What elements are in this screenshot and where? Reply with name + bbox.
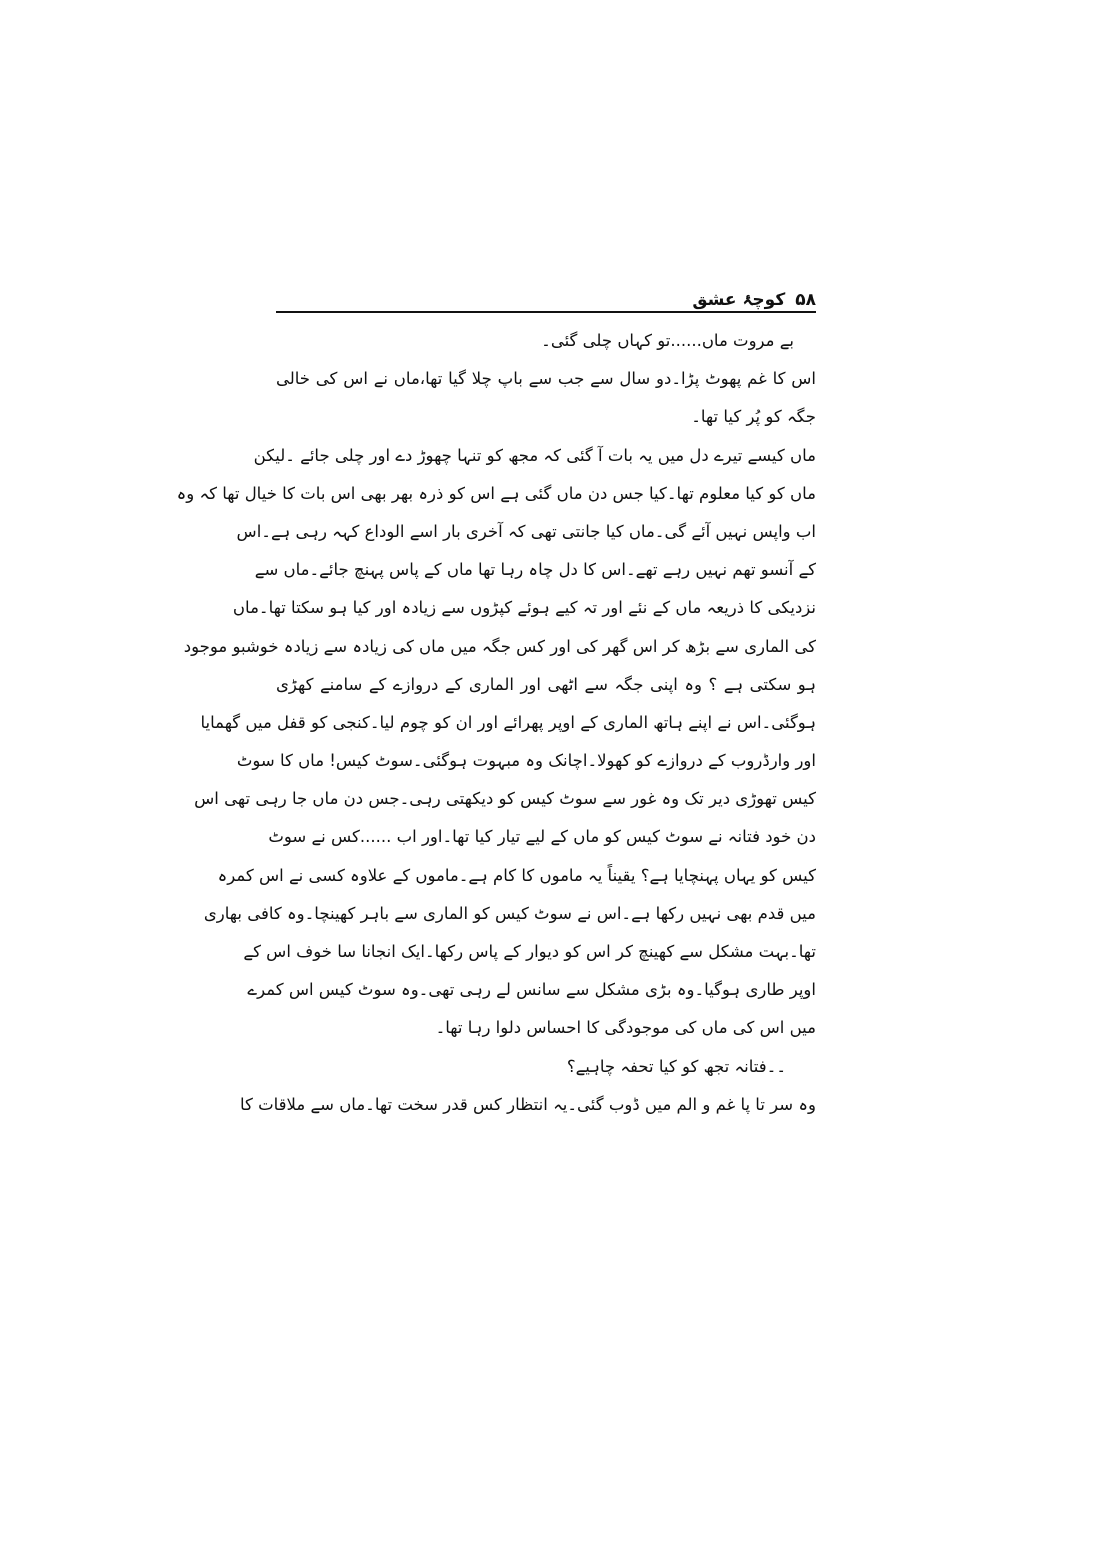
text-line: اور وارڈروب کے دروازے کو کھولا۔اچانک وہ مبہوت ہوگئی۔سوٹ کیس! ماں کا سوٹ: [236, 751, 816, 771]
text-line: میں قدم بھی نہیں رکھا ہے۔اس نے سوٹ کیس کو الماری سے باہر کھینچا۔وہ کافی بھاری: [203, 903, 816, 923]
text-line: دن خود فتانہ نے سوٹ کیس کو ماں کے لیے تیار کیا تھا۔اور اب ......کس نے سوٹ: [268, 827, 816, 847]
text-line: وہ سر تا پا غم و الم میں ڈوب گئی۔یہ انتظار کس قدر سخت تھا۔ماں سے ملاقات کا: [239, 1094, 816, 1114]
page-number: ۵۸: [795, 290, 816, 310]
text-line: کی الماری سے بڑھ کر اس گھر کی اور کس جگہ میں ماں کی زیادہ سے زیادہ خوشبو موجود: [183, 636, 816, 656]
text-line: کے آنسو تھم نہیں رہے تھے۔اس کا دل چاہ رہا تھا ماں کے پاس پہنچ جائے۔ماں سے: [254, 560, 816, 580]
text-line: بے مروت ماں......تو کہاں چلی گئی۔: [541, 331, 794, 350]
text-line: ماں کیسے تیرے دل میں یہ بات آ گئی کہ مجھ کو تنہا چھوڑ دے اور چلی جائے ۔لیکن: [253, 445, 816, 465]
book-title: کوچۂ عشق: [692, 290, 786, 310]
text-line: جگہ کو پُر کیا تھا۔: [691, 407, 816, 427]
text-line: تھا۔بہت مشکل سے کھینچ کر اس کو دیوار کے پاس رکھا۔ایک انجانا سا خوف اس کے: [243, 942, 816, 961]
text-line: ہوگئی۔اس نے اپنے ہاتھ الماری کے اوپر پھرائے اور ان کو چوم لیا۔کنجی کو قفل میں گھمایا: [200, 712, 816, 732]
running-header: [276, 284, 816, 310]
text-line: ہو سکتی ہے ؟ وہ اپنی جگہ سے اٹھی اور الماری کے دروازے کے سامنے کھڑی: [276, 674, 816, 694]
text-line: ۔۔فتانہ تجھ کو کیا تحفہ چاہیے؟: [566, 1056, 786, 1076]
text-line: اوپر طاری ہوگیا۔وہ بڑی مشکل سے سانس لے رہی تھی۔وہ سوٹ کیس اس کمرے: [247, 980, 816, 1000]
text-line: میں اس کی ماں کی موجودگی کا احساس دلوا رہا تھا۔: [435, 1018, 816, 1038]
text-line: ماں کو کیا معلوم تھا۔کیا جس دن ماں گئی ہے اس کو ذرہ بھر بھی اس بات کا خیال تھا کہ وہ: [176, 483, 816, 503]
text-line: کیس کو یہاں پہنچایا ہے؟ یقیناً یہ ماموں کا کام ہے۔ماموں کے علاوہ کسی نے اس کمرہ: [217, 865, 816, 885]
text-line: نزدیکی کا ذریعہ ماں کے نئے اور تہ کیے ہوئے کپڑوں سے زیادہ اور کیا ہو سکتا تھا۔ماں: [232, 598, 816, 618]
header-divider: [276, 311, 816, 313]
text-line: کیس تھوڑی دیر تک وہ غور سے سوٹ کیس کو دیکھتی رہی۔جس دن ماں جا رہی تھی اس: [194, 789, 816, 809]
body-text: [176, 322, 816, 1124]
text-line: اس کا غم پھوٹ پڑا۔دو سال سے جب سے باپ چلا گیا تھا،ماں نے اس کی خالی: [276, 369, 816, 389]
text-line: اب واپس نہیں آئے گی۔ماں کیا جانتی تھی کہ آخری بار اسے الوداع کہہ رہی ہے۔اس: [236, 521, 816, 541]
